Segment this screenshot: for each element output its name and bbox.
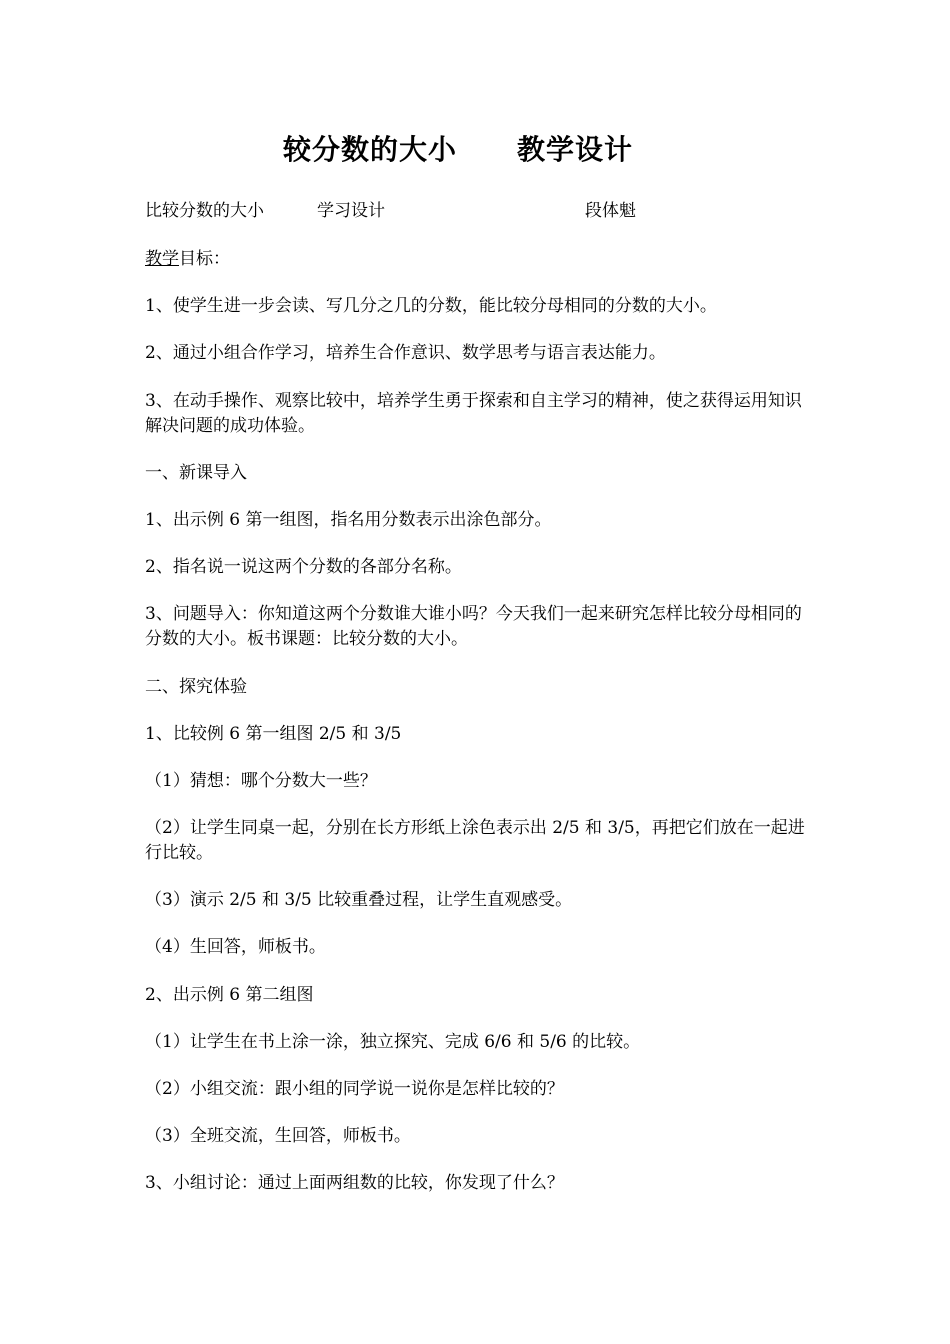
- meta-type: 学习设计: [317, 201, 385, 221]
- paragraph: 1、比较例 6 第一组图 2/5 和 3/5: [145, 724, 402, 744]
- paragraph: 1、使学生进一步会读、写几分之几的分数，能比较分母相同的分数的大小。: [145, 296, 717, 316]
- paragraph: （2）让学生同桌一起，分别在长方形纸上涂色表示出 2/5 和 3/5，再把它们放在一起进行比较。: [145, 818, 805, 863]
- objectives-heading-rest: 目标：: [179, 249, 230, 269]
- paragraph: 2、指名说一说这两个分数的各部分名称。: [145, 557, 462, 577]
- paragraph: 1、出示例 6 第一组图，指名用分数表示出涂色部分。: [145, 510, 552, 530]
- objectives-heading: [145, 247, 810, 272]
- paragraph: 2、通过小组合作学习，培养生合作意识、数学思考与语言表达能力。: [145, 343, 666, 363]
- paragraph: （3）全班交流，生回答，师板书。: [145, 1126, 411, 1146]
- objectives-heading-underlined: 教学: [145, 249, 179, 269]
- title-part-2: 教学设计: [517, 133, 634, 166]
- section-heading: 一、新课导入: [145, 463, 247, 483]
- paragraph: 3、在动手操作、观察比较中，培养学生勇于探索和自主学习的精神，使之获得运用知识解决问题的成功体验。: [145, 391, 802, 436]
- meta-author: 段体魁: [585, 201, 636, 221]
- paragraph: （2）小组交流：跟小组的同学说一说你是怎样比较的？: [145, 1079, 564, 1099]
- section-heading: 二、探究体验: [145, 677, 247, 697]
- paragraph: 2、出示例 6 第二组图: [145, 985, 314, 1005]
- paragraph: （1）猜想：哪个分数大一些？: [145, 771, 377, 791]
- document-meta-line: [145, 198, 636, 224]
- document-title: [0, 130, 916, 170]
- paragraph: （1）让学生在书上涂一涂，独立探究、完成 6/6 和 5/6 的比较。: [145, 1032, 641, 1052]
- paragraph: （4）生回答，师板书。: [145, 937, 326, 957]
- meta-subject: 比较分数的大小: [145, 201, 264, 221]
- paragraph: （3）演示 2/5 和 3/5 比较重叠过程，让学生直观感受。: [145, 890, 573, 910]
- paragraph: 3、问题导入：你知道这两个分数谁大谁小吗？今天我们一起来研究怎样比较分母相同的分数的大小。板书课题：比较分数的大小。: [145, 604, 802, 649]
- paragraph: 3、小组讨论：通过上面两组数的比较，你发现了什么？: [145, 1173, 564, 1193]
- title-part-1: 较分数的大小: [282, 133, 457, 166]
